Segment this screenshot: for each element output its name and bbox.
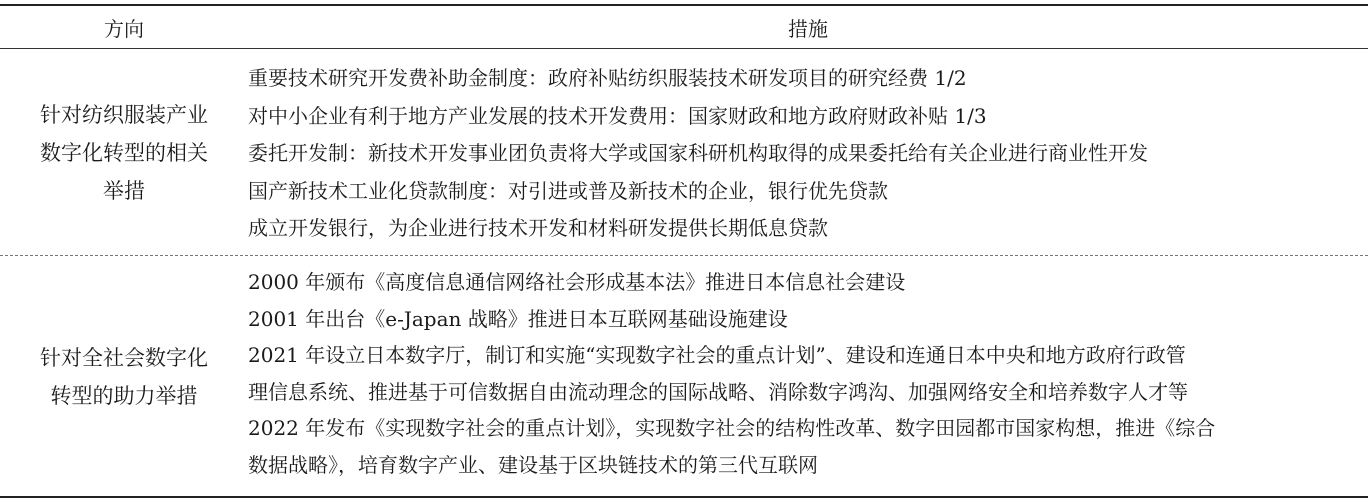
measure-item: 委托开发制：新技术开发事业团负责将大学或国家科研机构取得的成果委托给有关企业进行商业性开发 [248,141,1148,165]
measure-item: 重要技术研究开发费补助金制度：政府补贴纺织服装技术研发项目的研究经费 1/2 [248,66,967,90]
row-1-direction-line: 针对纺织服装产业 [40,102,208,127]
row-2-direction [0,257,248,496]
measure-item: 2021 年设立日本数字厅，制订和实施“实现数字社会的重点计划”、建设和连通日本中央和地方政府行政管 [248,343,1186,367]
measure-item: 国产新技术工业化贷款制度：对引进或普及新技术的企业，银行优先贷款 [248,178,888,203]
row-2-measures [248,264,1360,483]
row-divider [0,255,1368,256]
header-measures: 措施 [788,16,828,41]
row-1-direction-line: 举措 [103,178,145,203]
row-2-direction-line: 针对全社会数字化 [40,345,208,370]
measure-item: 理信息系统、推进基于可信数据自由流动理念的国际战略、消除数字鸿沟、加强网络安全和培养数字人才等 [248,379,1188,404]
measure-item: 数据战略》，培育数字产业、建设基于区块链技术的第三代互联网 [248,452,818,477]
measure-item: 2000 年颁布《高度信息通信网络社会形成基本法》推进日本信息社会建设 [248,270,906,294]
header-direction: 方向 [104,16,144,41]
header-rule [0,48,1368,49]
table-bottom-rule [0,496,1368,498]
row-1-measures [248,60,1360,248]
measure-item: 对中小企业有利于地方产业发展的技术开发费用：国家财政和地方政府财政补贴 1/3 [248,103,987,128]
measure-item: 成立开发银行，为企业进行技术开发和材料研发提供长期低息贷款 [248,216,828,240]
measure-item: 2001 年出台《e-Japan 战略》推进日本互联网基础设施建设 [248,306,788,331]
row-1-direction-line: 数字化转型的相关 [40,140,208,165]
measure-item: 2022 年发布《实现数字社会的重点计划》，实现数字社会的结构性改革、数字田园都市国家构想，推进《综合 [248,416,1216,440]
row-1-direction [0,50,248,255]
row-2-direction-line: 转型的助力举措 [50,383,198,408]
